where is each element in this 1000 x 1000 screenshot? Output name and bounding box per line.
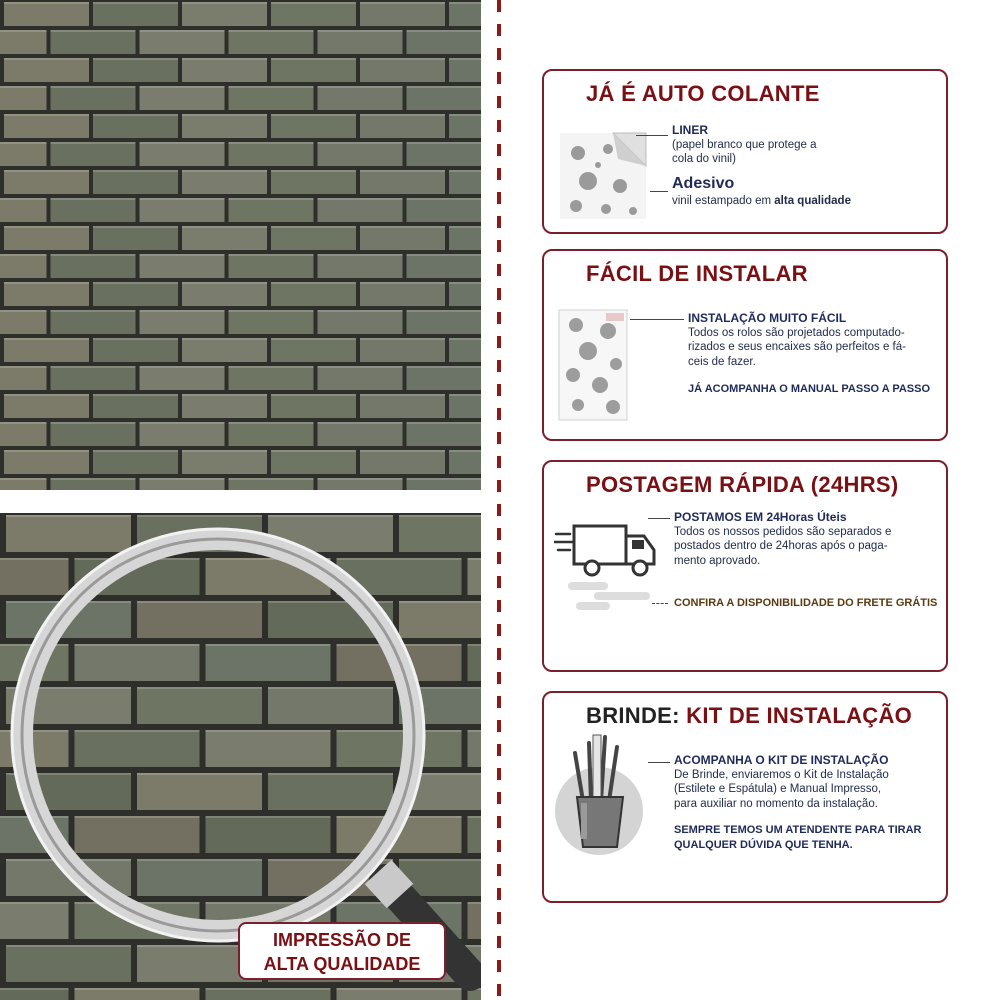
brick-highlight [229,310,314,312]
brick-highlight [51,478,136,480]
brick-highlight [4,58,89,60]
brick [318,142,403,166]
brick-highlight [449,114,481,116]
brick [360,170,445,194]
brick-highlight [51,142,136,144]
brick-highlight [318,478,403,480]
brick [0,310,47,334]
brick-highlight [360,170,445,172]
delivery-truck-icon [554,520,662,614]
brick [51,366,136,390]
brick-highlight [93,226,178,228]
brick-highlight [93,394,178,396]
brick-highlight [360,282,445,284]
brick-highlight [360,58,445,60]
badge-line-1: IMPRESSÃO DE [272,930,412,950]
brick-highlight [93,282,178,284]
wall-panel-icon [558,309,628,421]
brick [182,2,267,26]
brick [93,450,178,474]
brick [182,282,267,306]
brick [182,170,267,194]
brick [360,450,445,474]
brinde-note-1: SEMPRE TEMOS UM ATENDENTE PARA TIRAR [674,824,922,836]
brick-highlight [271,114,356,116]
brick [407,254,482,278]
brick [140,198,225,222]
brick-highlight [0,198,47,200]
brick [140,310,225,334]
liner-heading: LINER [672,123,708,137]
brick-highlight [182,338,267,340]
brick [318,422,403,446]
brick [4,282,89,306]
brick-highlight [449,450,481,452]
brick [229,254,314,278]
brick [360,58,445,82]
brick-highlight [318,86,403,88]
brick [0,422,47,446]
brick-highlight [449,170,481,172]
brick-highlight [93,58,178,60]
brick [360,394,445,418]
brick [449,170,481,194]
brick [4,170,89,194]
brick [182,58,267,82]
brick [93,394,178,418]
brick-highlight [271,58,356,60]
brick [4,338,89,362]
brick-highlight [4,2,89,4]
brick-highlight [0,366,47,368]
brick-highlight [271,226,356,228]
brick-highlight [360,2,445,4]
brick-highlight [93,450,178,452]
brick [93,170,178,194]
card-auto-colante [542,69,948,234]
brick-highlight [182,2,267,4]
print-quality-badge [238,922,446,980]
brick [360,2,445,26]
brick [0,142,47,166]
postagem-line-2: postados dentro de 24horas após o paga- [674,540,888,552]
brick-highlight [0,254,47,256]
brick [4,394,89,418]
brick-highlight [407,254,482,256]
brick-highlight [182,450,267,452]
brick [360,338,445,362]
brick-highlight [51,198,136,200]
brick-highlight [407,366,482,368]
brick [449,58,481,82]
brick [229,310,314,334]
brick [182,394,267,418]
brick [182,226,267,250]
brick-highlight [140,422,225,424]
brick [140,30,225,54]
brick [4,226,89,250]
brick-highlight [449,338,481,340]
brick [182,114,267,138]
brick-highlight [140,254,225,256]
brick-highlight [51,30,136,32]
instalar-heading: INSTALAÇÃO MUITO FÁCIL [688,311,847,325]
brick [229,422,314,446]
brick [229,30,314,54]
liner-text [672,123,817,167]
brick-highlight [271,2,356,4]
brick [449,394,481,418]
brick-highlight [140,366,225,368]
brick [407,30,482,54]
brick [360,114,445,138]
card-brinde [542,691,948,903]
brinde-heading: ACOMPANHA O KIT DE INSTALAÇÃO [674,753,889,767]
brick [449,226,481,250]
brick-highlight [318,422,403,424]
brick [318,198,403,222]
brick-highlight [4,394,89,396]
brick-highlight [449,282,481,284]
brick-highlight [271,394,356,396]
badge-line-2: ALTA QUALIDADE [263,954,421,974]
brick-highlight [407,310,482,312]
brick [318,310,403,334]
leader-postagem [648,518,670,519]
adesivo-strong: alta qualidade [774,195,851,207]
brick-highlight [271,338,356,340]
brinde-line-3: para auxiliar no momento da instalação. [674,797,878,810]
brick-highlight [0,142,47,144]
brinde-title-red: KIT DE INSTALAÇÃO [679,703,913,728]
brick-highlight [51,366,136,368]
brick [51,198,136,222]
liner-line-2: cola do vinil) [672,153,736,165]
brick-highlight [4,450,89,452]
brick [93,282,178,306]
brick-highlight [318,366,403,368]
brick-highlight [449,394,481,396]
brick-highlight [407,86,482,88]
brick [182,338,267,362]
brick [93,58,178,82]
brick-highlight [318,142,403,144]
brick [407,366,482,390]
brick [271,226,356,250]
postagem-frete: CONFIRA A DISPONIBILIDADE DO FRETE GRÁTIS [674,597,938,609]
brick [271,450,356,474]
brick [318,30,403,54]
brick [449,338,481,362]
brick [51,86,136,110]
brick-highlight [318,310,403,312]
brick [4,450,89,474]
brick [271,170,356,194]
brick [271,338,356,362]
brick [93,338,178,362]
brick [51,254,136,278]
brick-highlight [229,142,314,144]
brick-highlight [0,30,47,32]
brick-highlight [51,310,136,312]
brick [229,86,314,110]
brinde-title-dark: BRINDE: [586,703,680,728]
postagem-text [674,510,891,568]
brick-highlight [93,114,178,116]
brick-highlight [229,366,314,368]
brick [0,366,47,390]
brick-highlight [0,478,47,480]
adesivo-heading: Adesivo [672,175,735,192]
brick [318,366,403,390]
brick [407,86,482,110]
brick-highlight [4,170,89,172]
brick [51,310,136,334]
brick-highlight [318,254,403,256]
brick-highlight [51,254,136,256]
brick-highlight [271,170,356,172]
brick-highlight [4,226,89,228]
brick [140,86,225,110]
brick-highlight [229,422,314,424]
brick [0,254,47,278]
leader-brinde [648,762,670,763]
brick [4,58,89,82]
leader-liner [636,135,668,136]
brick-highlight [182,58,267,60]
brick [93,114,178,138]
postagem-line-3: mento aprovado. [674,554,761,567]
card-postagem [542,460,948,672]
brick-highlight [407,142,482,144]
brick-highlight [360,226,445,228]
brick [140,254,225,278]
instalar-manual: JÁ ACOMPANHA O MANUAL PASSO A PASSO [688,383,931,395]
brick-highlight [271,450,356,452]
card-title-brinde [586,703,912,729]
card-facil-instalar [542,249,948,441]
brick [360,282,445,306]
brick-highlight [51,86,136,88]
brick-highlight [51,422,136,424]
card-title-instalar: FÁCIL DE INSTALAR [586,261,808,286]
card-title-postagem: POSTAGEM RÁPIDA (24HRS) [586,472,899,497]
instalar-line-1: Todos os rolos são projetados computado- [688,326,905,339]
postagem-line-1: Todos os nossos pedidos são separados e [674,525,892,538]
brick-highlight [140,86,225,88]
brick [229,198,314,222]
adesivo-description: vinil estampado em [672,195,775,207]
wallpaper-roll-icon [558,131,648,221]
brick-highlight [360,114,445,116]
brick [449,2,481,26]
brick-highlight [318,30,403,32]
brick [0,198,47,222]
brick-highlight [93,170,178,172]
brick-highlight [182,114,267,116]
brick [4,2,89,26]
brick-highlight [4,338,89,340]
instalar-line-2: rizados e seus encaixes são perfeitos e fá- [688,341,906,353]
brick-highlight [93,338,178,340]
brick [271,394,356,418]
brick [229,142,314,166]
brick-highlight [407,422,482,424]
leader-frete [652,603,668,604]
brick-highlight [182,282,267,284]
brick [271,282,356,306]
instalar-line-3: ceis de fazer. [688,355,756,368]
brick [407,198,482,222]
brick [407,310,482,334]
brick-highlight [360,338,445,340]
dashed-separator [497,0,501,1000]
brick [0,30,47,54]
brick-highlight [4,282,89,284]
brick [449,282,481,306]
brick-highlight [140,310,225,312]
instalar-text [688,311,930,397]
leader-instalar [630,319,684,320]
postagem-heading: POSTAMOS EM 24Horas Úteis [674,510,847,524]
brick [407,422,482,446]
brick [407,142,482,166]
brinde-note-2: QUALQUER DÚVIDA QUE TENHA. [674,838,853,851]
brick-highlight [449,226,481,228]
brick [51,30,136,54]
brick-highlight [229,478,314,480]
brick-highlight [93,2,178,4]
brick [449,114,481,138]
brick-highlight [140,30,225,32]
brick [229,366,314,390]
brick [0,86,47,110]
brick-highlight [140,142,225,144]
brick [182,450,267,474]
brick-highlight [360,394,445,396]
brick [51,142,136,166]
brinde-line-1: De Brinde, enviaremos o Kit de Instalação [674,768,889,781]
brick-highlight [229,198,314,200]
brick-highlight [229,86,314,88]
brick-highlight [182,394,267,396]
brick-highlight [360,450,445,452]
brick-highlight [0,86,47,88]
brick-highlight [407,198,482,200]
brick [360,226,445,250]
brick-wall-full-view [0,0,481,490]
brick-wall-texture [0,0,481,490]
brick [140,422,225,446]
brick [93,2,178,26]
brick-highlight [4,114,89,116]
brick-highlight [449,2,481,4]
brinde-line-2: (Estilete e Espátula) e Manual Impresso, [674,783,882,795]
brick-highlight [182,170,267,172]
brick-highlight [0,310,47,312]
brick-highlight [140,198,225,200]
card-title-auto-colante: JÁ É AUTO COLANTE [586,81,820,106]
brick-highlight [449,58,481,60]
brick-highlight [271,282,356,284]
brick-highlight [407,30,482,32]
tool-cup-icon [549,731,649,861]
brick [449,450,481,474]
adesivo-text [672,174,851,209]
brick [140,366,225,390]
brick [318,254,403,278]
liner-line-1: (papel branco que protege a [672,138,817,151]
brick-highlight [0,422,47,424]
leader-adesivo [650,191,668,192]
brick-highlight [318,198,403,200]
brick-highlight [182,226,267,228]
brick-highlight [140,478,225,480]
brick [93,226,178,250]
brick [271,114,356,138]
brick-highlight [229,30,314,32]
brick [4,114,89,138]
brick [51,422,136,446]
brick [140,142,225,166]
brinde-text [674,753,922,852]
brick [318,86,403,110]
brick [271,2,356,26]
brick [271,58,356,82]
brick-highlight [407,478,482,480]
brick-highlight [229,254,314,256]
